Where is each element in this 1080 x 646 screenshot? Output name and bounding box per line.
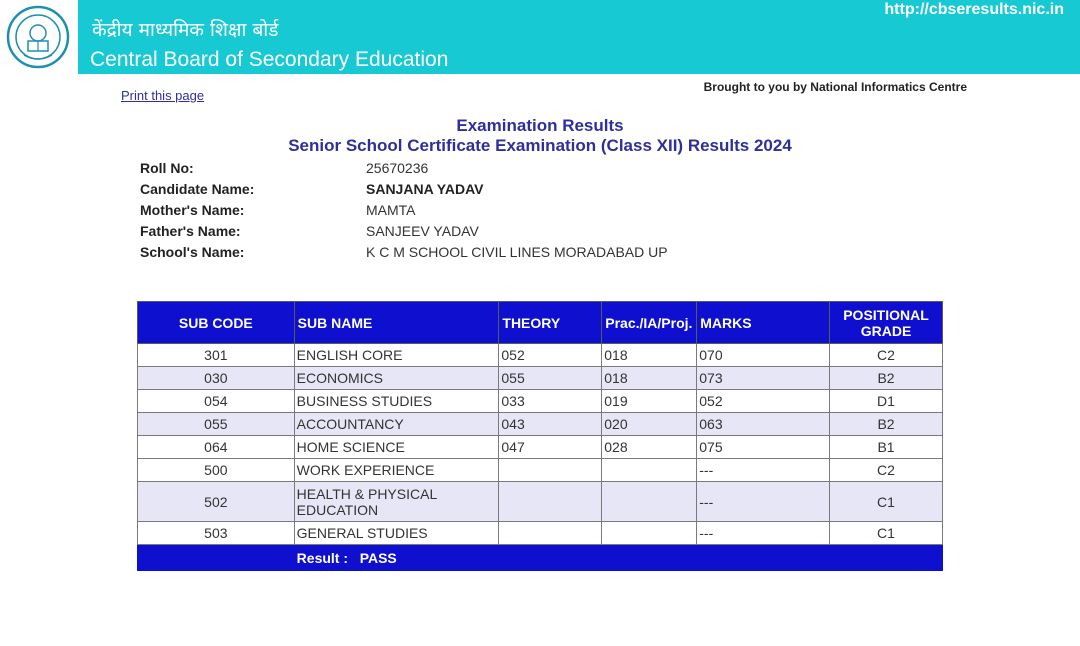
cell-theory: 033 bbox=[499, 390, 602, 413]
credit-text: Brought to you by National Informatics Centre bbox=[703, 80, 967, 94]
info-label: Roll No: bbox=[140, 160, 194, 176]
cell-theory: 055 bbox=[499, 367, 602, 390]
cell-marks: 070 bbox=[697, 344, 830, 367]
cell-prac bbox=[602, 459, 697, 482]
board-title-hindi: केंद्रीय माध्यमिक शिक्षा बोर्ड bbox=[92, 19, 279, 41]
cell-marks: 073 bbox=[697, 367, 830, 390]
cell-name: ACCOUNTANCY bbox=[294, 413, 499, 436]
candidate-info bbox=[140, 160, 840, 265]
cell-grade: B2 bbox=[830, 367, 943, 390]
result-label: Result : bbox=[296, 549, 349, 566]
info-candidate-name bbox=[140, 181, 840, 202]
info-mother-name bbox=[140, 202, 840, 223]
cell-code: 064 bbox=[138, 436, 295, 459]
table-row bbox=[138, 413, 943, 436]
cell-marks: --- bbox=[697, 459, 830, 482]
table-header-row bbox=[138, 302, 943, 344]
info-label: Mother's Name: bbox=[140, 202, 245, 218]
cell-prac: 018 bbox=[602, 344, 697, 367]
cell-marks: 075 bbox=[697, 436, 830, 459]
cell-code: 055 bbox=[138, 413, 295, 436]
cell-code: 500 bbox=[138, 459, 295, 482]
cell-prac: 019 bbox=[602, 390, 697, 413]
cell-name: ECONOMICS bbox=[294, 367, 499, 390]
table-row bbox=[138, 482, 943, 522]
header-sub-code: SUB CODE bbox=[138, 302, 295, 344]
info-value: K C M SCHOOL CIVIL LINES MORADABAD UP bbox=[366, 244, 668, 260]
info-label: Father's Name: bbox=[140, 223, 241, 239]
cell-marks: 063 bbox=[697, 413, 830, 436]
table-row bbox=[138, 522, 943, 545]
info-roll-no bbox=[140, 160, 840, 181]
info-father-name bbox=[140, 223, 840, 244]
result-value: PASS bbox=[359, 549, 397, 566]
info-value: SANJEEV YADAV bbox=[366, 223, 479, 239]
cell-grade: B2 bbox=[830, 413, 943, 436]
info-school-name bbox=[140, 244, 840, 265]
cell-theory: 052 bbox=[499, 344, 602, 367]
header-marks: MARKS bbox=[697, 302, 830, 344]
exam-subtitle: Senior School Certificate Examination (Class XII) Results 2024 bbox=[288, 136, 792, 155]
cell-code: 502 bbox=[138, 482, 295, 522]
cell-grade: C2 bbox=[830, 344, 943, 367]
cell-prac: 020 bbox=[602, 413, 697, 436]
cell-theory bbox=[499, 482, 602, 522]
cell-name: BUSINESS STUDIES bbox=[294, 390, 499, 413]
table-row bbox=[138, 436, 943, 459]
cell-code: 301 bbox=[138, 344, 295, 367]
cell-name: GENERAL STUDIES bbox=[294, 522, 499, 545]
cell-theory bbox=[499, 522, 602, 545]
table-row bbox=[138, 344, 943, 367]
header-banner bbox=[0, 0, 1080, 74]
info-label: School's Name: bbox=[140, 244, 245, 260]
print-page-link[interactable]: Print this page bbox=[121, 88, 205, 103]
header-grade: POSITIONAL GRADE bbox=[830, 302, 943, 344]
table-row bbox=[138, 459, 943, 482]
cell-prac: 018 bbox=[602, 367, 697, 390]
cell-grade: C1 bbox=[830, 482, 943, 522]
info-label: Candidate Name: bbox=[140, 181, 255, 197]
cell-code: 030 bbox=[138, 367, 295, 390]
cell-code: 503 bbox=[138, 522, 295, 545]
cell-grade: B1 bbox=[830, 436, 943, 459]
logo-container bbox=[0, 0, 78, 74]
exam-title: Examination Results bbox=[456, 116, 624, 135]
info-value: MAMTA bbox=[366, 202, 416, 218]
info-value: 25670236 bbox=[366, 160, 429, 176]
cell-prac bbox=[602, 482, 697, 522]
cell-prac bbox=[602, 522, 697, 545]
cell-code: 054 bbox=[138, 390, 295, 413]
result-cell bbox=[294, 545, 942, 571]
cell-theory: 047 bbox=[499, 436, 602, 459]
cell-theory: 043 bbox=[499, 413, 602, 436]
cell-grade: D1 bbox=[830, 390, 943, 413]
results-table bbox=[137, 301, 943, 571]
header-theory: THEORY bbox=[499, 302, 602, 344]
cbse-emblem-icon bbox=[6, 3, 70, 71]
result-spacer bbox=[138, 545, 295, 571]
info-value: SANJANA YADAV bbox=[366, 181, 484, 197]
header-sub-name: SUB NAME bbox=[294, 302, 499, 344]
header-practical: Prac./IA/Proj. bbox=[602, 302, 697, 344]
board-title-english: Central Board of Secondary Education bbox=[90, 48, 449, 71]
cell-name: ENGLISH CORE bbox=[294, 344, 499, 367]
cell-name: HOME SCIENCE bbox=[294, 436, 499, 459]
result-row bbox=[138, 545, 943, 571]
cell-grade: C1 bbox=[830, 522, 943, 545]
cell-marks: --- bbox=[697, 522, 830, 545]
cell-name: HEALTH & PHYSICAL EDUCATION bbox=[294, 482, 499, 522]
cell-name: WORK EXPERIENCE bbox=[294, 459, 499, 482]
cell-marks: --- bbox=[697, 482, 830, 522]
cell-prac: 028 bbox=[602, 436, 697, 459]
site-url: http://cbseresults.nic.in bbox=[884, 1, 1064, 18]
table-row bbox=[138, 390, 943, 413]
table-row bbox=[138, 367, 943, 390]
cell-grade: C2 bbox=[830, 459, 943, 482]
cell-marks: 052 bbox=[697, 390, 830, 413]
cell-theory bbox=[499, 459, 602, 482]
